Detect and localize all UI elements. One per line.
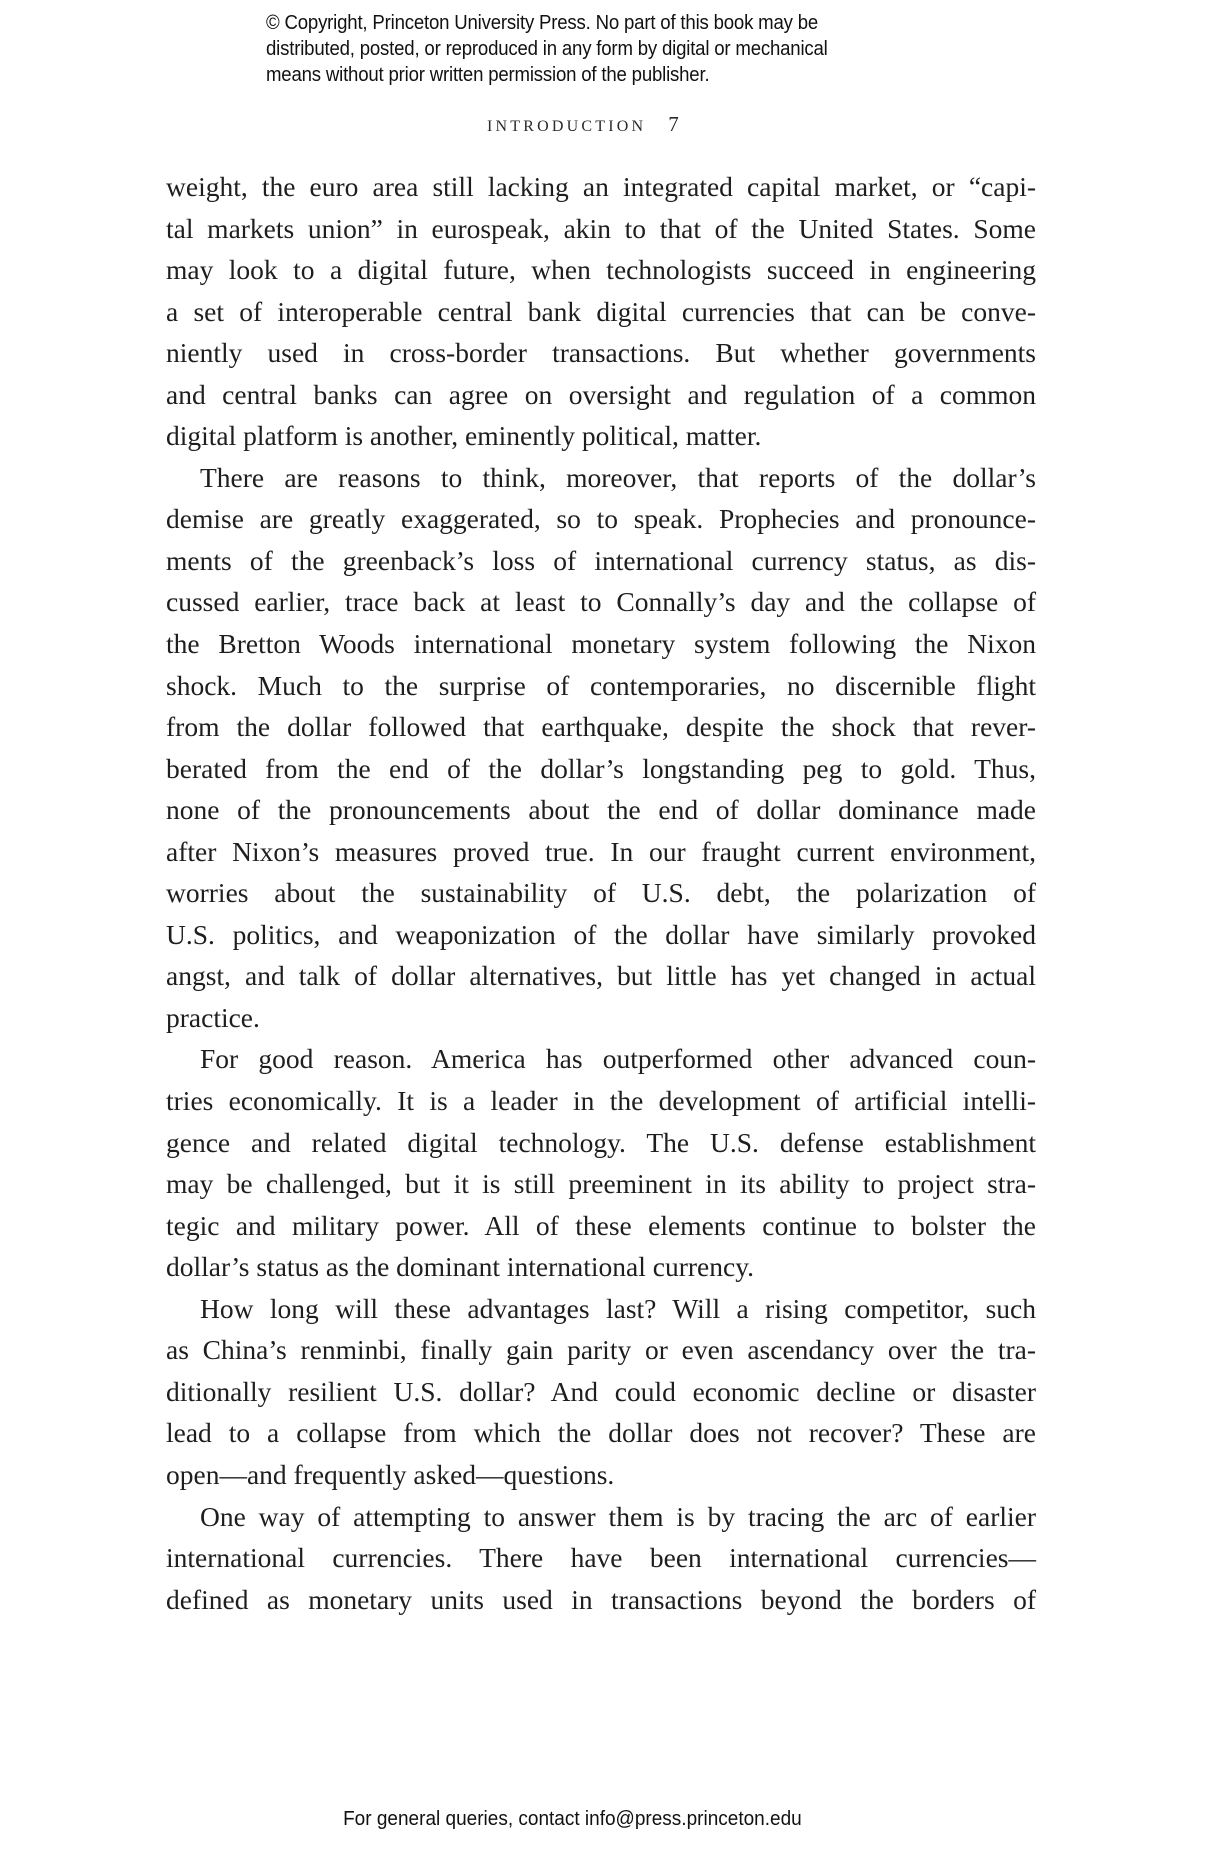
paragraph [166, 166, 1036, 457]
text-line: may look to a digital future, when technologists succeed in engineering [166, 254, 1036, 286]
text-line: practice. [166, 1001, 260, 1033]
copyright-line: distributed, posted, or reproduced in any form by digital or mechanical [266, 38, 828, 60]
text-line: and central banks can agree on oversight and regulation of a common [166, 378, 1036, 410]
text-line: How long will these advantages last? Will a rising competitor, such [200, 1292, 1036, 1324]
text-line: worries about the sustainability of U.S. debt, the polarization of [166, 877, 1036, 909]
text-line: open—and frequently asked—questions. [166, 1458, 615, 1490]
text-line: digital platform is another, eminently political, matter. [166, 420, 762, 452]
text-line: a set of interoperable central bank digital currencies that can be conve- [166, 295, 1036, 327]
copyright-line: means without prior written permission of the publisher. [266, 64, 710, 86]
text-line: as China’s renminbi, finally gain parity or even ascendancy over the tra- [166, 1334, 1036, 1366]
text-line: defined as monetary units used in transactions beyond the borders of [166, 1583, 1036, 1615]
text-line: after Nixon’s measures proved true. In our fraught current environment, [166, 835, 1036, 867]
text-line: U.S. politics, and weaponization of the dollar have similarly provoked [166, 918, 1036, 950]
text-line: may be challenged, but it is still preeminent in its ability to project stra- [166, 1168, 1036, 1200]
text-line: lead to a collapse from which the dollar does not recover? These are [166, 1417, 1036, 1449]
text-line: For good reason. America has outperformed other advanced coun- [200, 1043, 1036, 1075]
copyright-notice [266, 10, 917, 88]
text-line: cussed earlier, trace back at least to Connally’s day and the collapse of [166, 586, 1036, 618]
running-head [487, 112, 679, 139]
paragraph [166, 1496, 1036, 1621]
text-line: There are reasons to think, moreover, that reports of the dollar’s [200, 461, 1036, 493]
text-line: ditionally resilient U.S. dollar? And could economic decline or disaster [166, 1375, 1036, 1407]
body-text [166, 166, 1036, 1620]
section-title: INTRODUCTION [487, 118, 647, 135]
text-line: berated from the end of the dollar’s longstanding peg to gold. Thus, [166, 752, 1036, 784]
paragraph [166, 1038, 1036, 1287]
text-line: international currencies. There have been international currencies— [166, 1542, 1036, 1574]
copyright-line: © Copyright, Princeton University Press. No part of this book may be [266, 12, 819, 34]
text-line: from the dollar followed that earthquake, despite the shock that rever- [166, 711, 1036, 743]
footer-contact [0, 1806, 1225, 1832]
text-line: none of the pronouncements about the end of dollar dominance made [166, 794, 1036, 826]
text-line: demise are greatly exaggerated, so to speak. Prophecies and pronounce- [166, 503, 1036, 535]
paragraph [166, 1288, 1036, 1496]
text-line: tal markets union” in eurospeak, akin to that of the United States. Some [166, 212, 1036, 244]
text-line: shock. Much to the surprise of contemporaries, no discernible flight [166, 669, 1036, 701]
paragraph [166, 457, 1036, 1039]
footer-text: For general queries, contact info@press.princeton.edu [343, 1808, 802, 1830]
page-number: 7 [668, 112, 679, 136]
text-line: gence and related digital technology. The U.S. defense establishment [166, 1126, 1036, 1158]
text-line: tries economically. It is a leader in the development of artificial intelli- [166, 1085, 1036, 1117]
text-line: angst, and talk of dollar alternatives, but little has yet changed in actual [166, 960, 1036, 992]
text-line: the Bretton Woods international monetary system following the Nixon [166, 628, 1036, 660]
text-line: One way of attempting to answer them is by tracing the arc of earlier [200, 1500, 1036, 1532]
text-line: weight, the euro area still lacking an integrated capital market, or “capi- [166, 171, 1036, 202]
text-line: niently used in cross-border transactions. But whether governments [166, 337, 1036, 369]
text-line: ments of the greenback’s loss of international currency status, as dis- [166, 544, 1036, 576]
text-line: tegic and military power. All of these elements continue to bolster the [166, 1209, 1036, 1241]
text-line: dollar’s status as the dominant international currency. [166, 1251, 755, 1283]
